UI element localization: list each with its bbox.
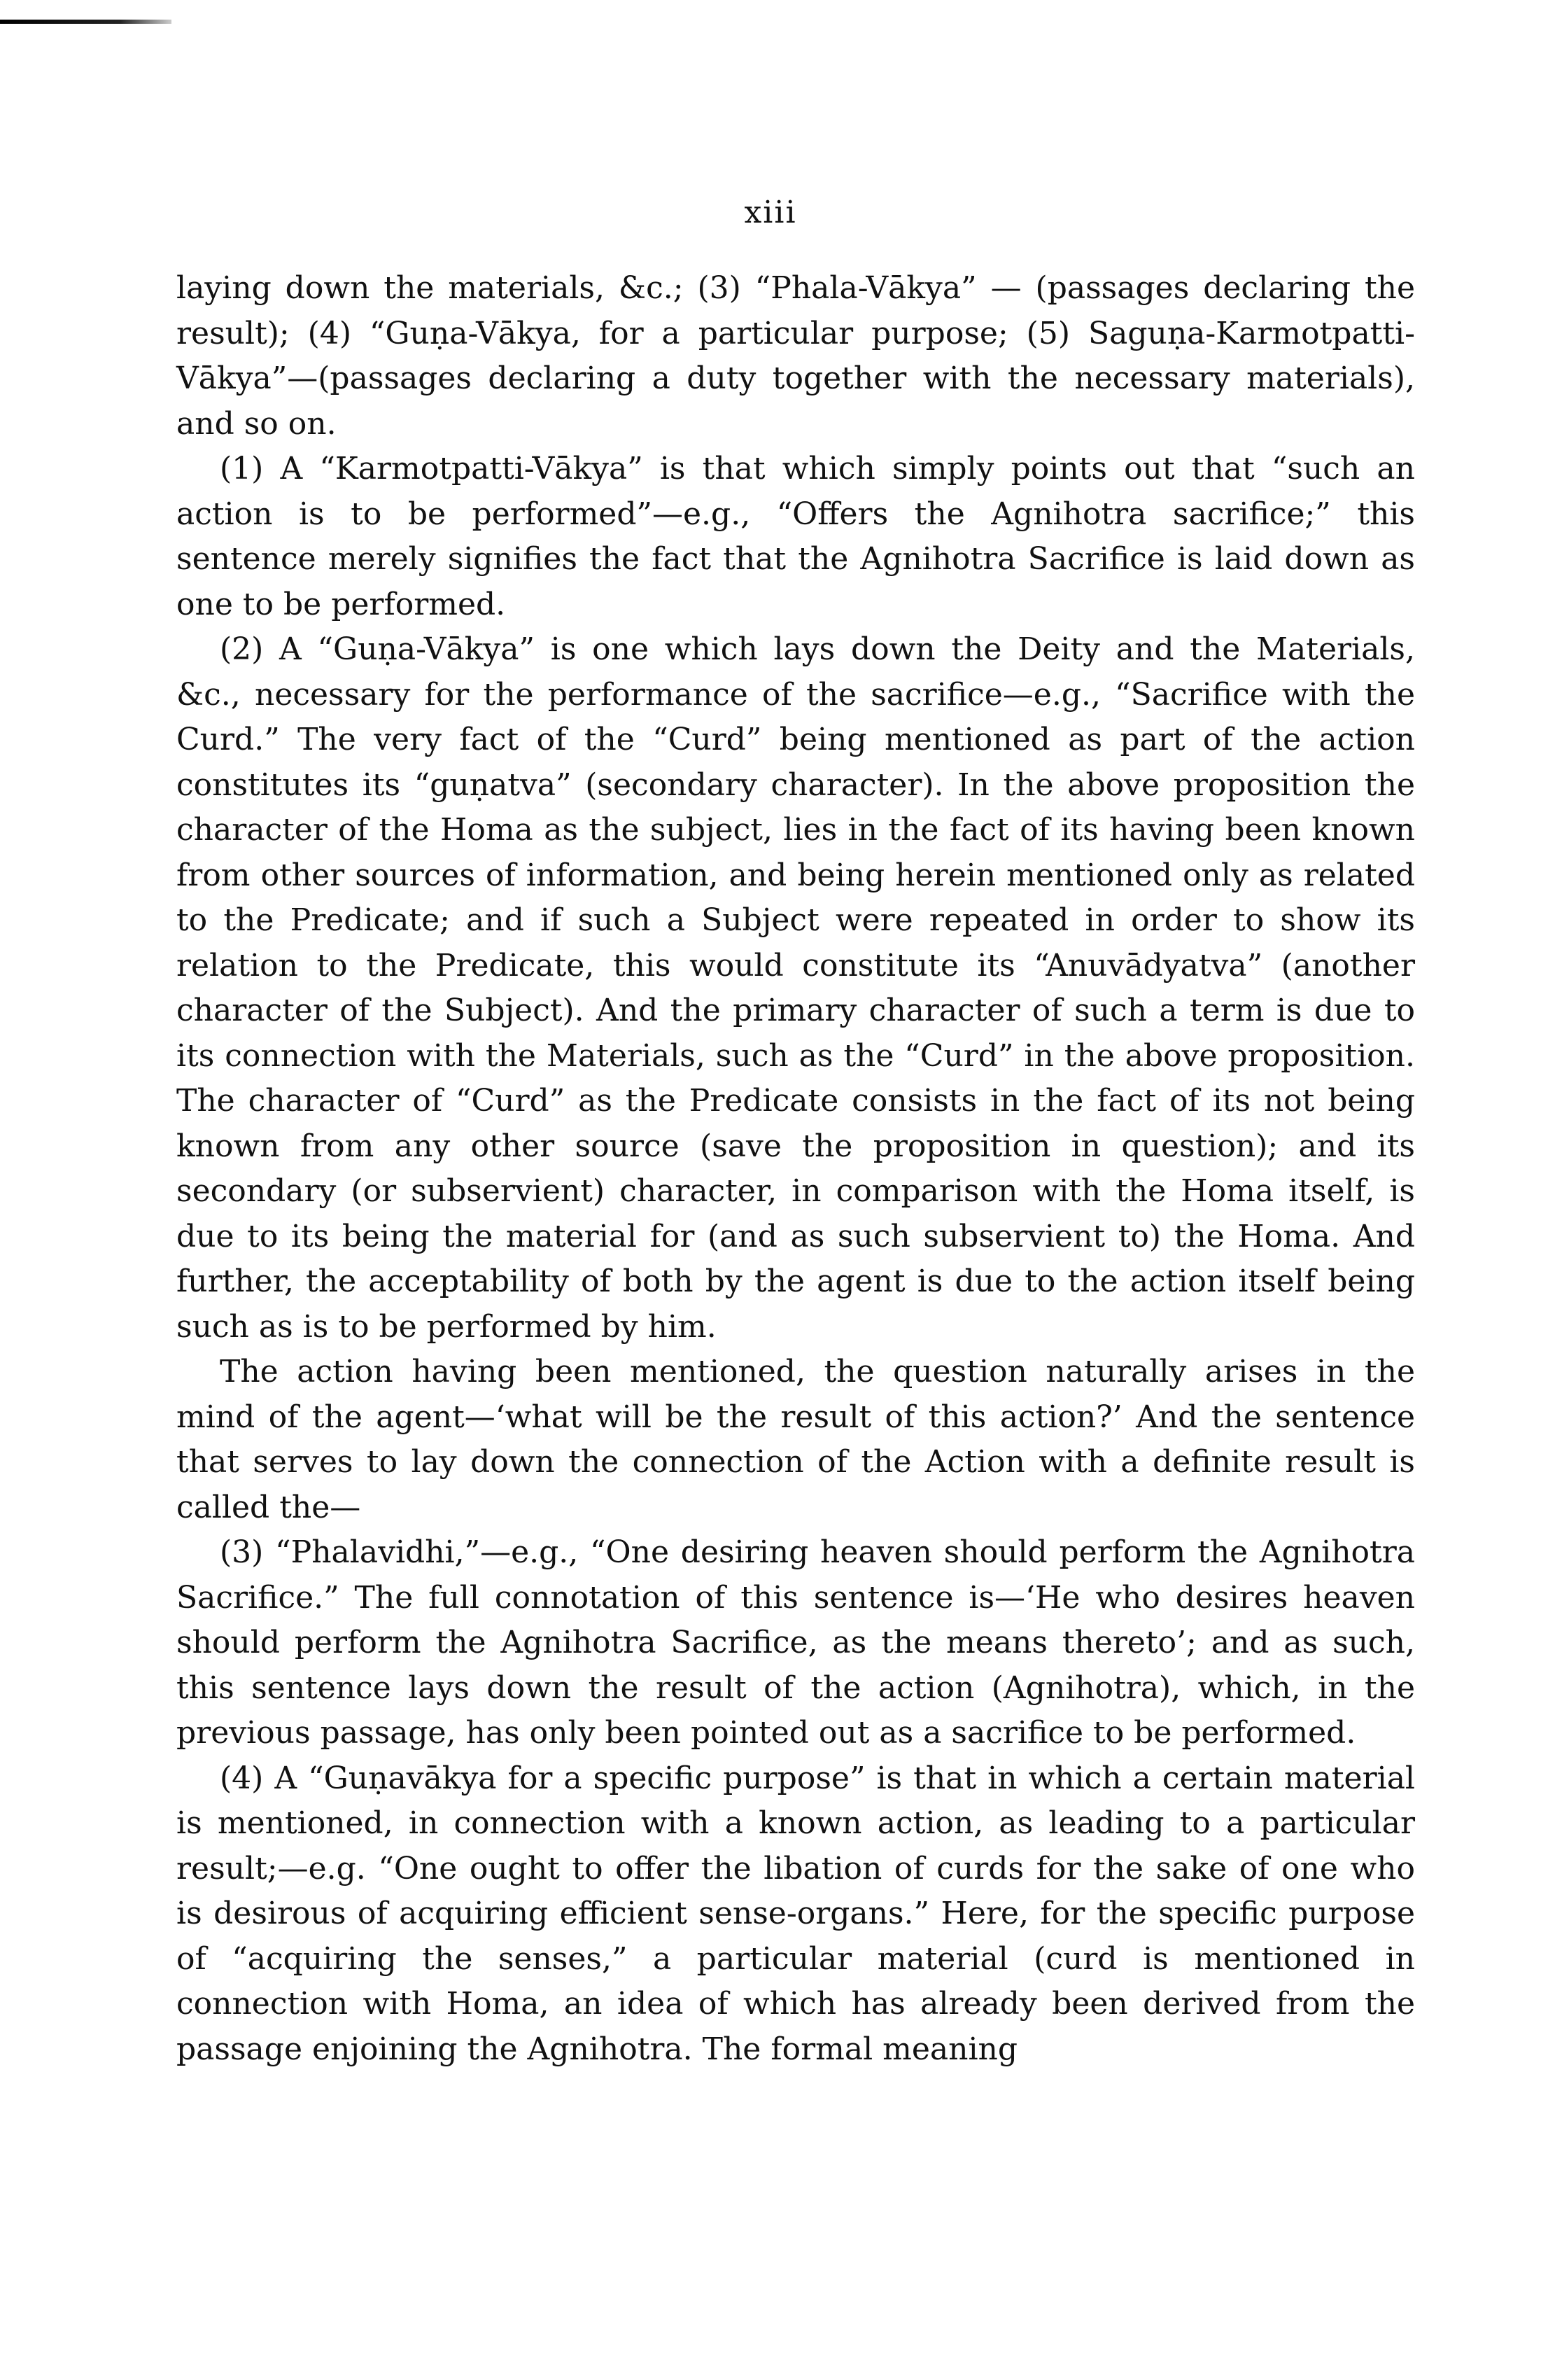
paragraph-continuation: laying down the materials, &c.; (3) “Phala-Vākya” — (passages declaring the result); (4) “Guṇa-Vākya, for a particular purpose; (5) Saguṇa-Karmotpatti-Vākya”—(passages declaring a duty together with the necessary materials), and so on. (176, 270, 1415, 442)
paragraph-action-result: The action having been mentioned, the question naturally arises in the mind of the agent—‘what will be the result of this action?’ And the sentence that serves to lay down the connection of the Action with a definite result is called the— (176, 1354, 1415, 1525)
paragraph-guna-vakya: (2) A “Guṇa-Vākya” is one which lays down the Deity and the Materials, &c., necessary for the performance of the sacrifice—e.g., “Sacrifice with the Curd.” The very fact of the “Curd” being mentioned as part of the action constitutes its “guṇatva” (secondary character). In the above proposition the character of the Homa as the subject, lies in the fact of its having been known from other sources of information, and being herein mentioned only as related to the Predicate; and if such a Subject were repeated in order to show its relation to the Predicate, this would constitute its “Anuvādyatva” (another character of the Subject). And the primary character of such a term is due to its connection with the Materials, such as the “Curd” in the above proposition. The character of “Curd” as the Predicate consists in the fact of its not being known from any other source (save the proposition in question); and its secondary (or subservient) character, in comparison with the Homa itself, is due to its being the material for (and as such subservient to) the Homa. And further, the acceptability of both by the agent is due to the action itself being such as is to be performed by him. (176, 631, 1415, 1345)
paragraph-karmotpatti-vakya: (1) A “Karmotpatti-Vākya” is that which simply points out that “such an action is to be performed”—e.g., “Offers the Agnihotra sacrifice;” this sentence merely signifies the fact that the Agnihotra Sacrifice is laid down as one to be performed. (176, 451, 1415, 622)
scan-edge-mark (0, 20, 171, 24)
paragraph-gunavakya-specific-purpose: (4) A “Guṇavākya for a specific purpose” is that in which a certain material is mentioned, in connection with a known action, as leading to a particular result;—e.g. “One ought to offer the libation of curds for the sake of one who is desirous of acquiring efficient sense-organs.” Here, for the specific purpose of “acquiring the senses,” a particular material (curd is mentioned in connection with Homa, an idea of which has already been derived from the passage enjoining the Agnihotra. The formal meaning (176, 1760, 1415, 2067)
page-number: xiii (744, 195, 797, 230)
paragraph-phalavidhi: (3) “Phalavidhi,”—e.g., “One desiring heaven should perform the Agnihotra Sacrifice.” The full connotation of this sentence is—‘He who desires heaven should perform the Agnihotra Sacrifice, as the means thereto’; and as such, this sentence lays down the result of the action (Agnihotra), which, in the previous passage, has only been pointed out as a sacrifice to be performed. (176, 1534, 1415, 1751)
body-text (176, 266, 1415, 2072)
